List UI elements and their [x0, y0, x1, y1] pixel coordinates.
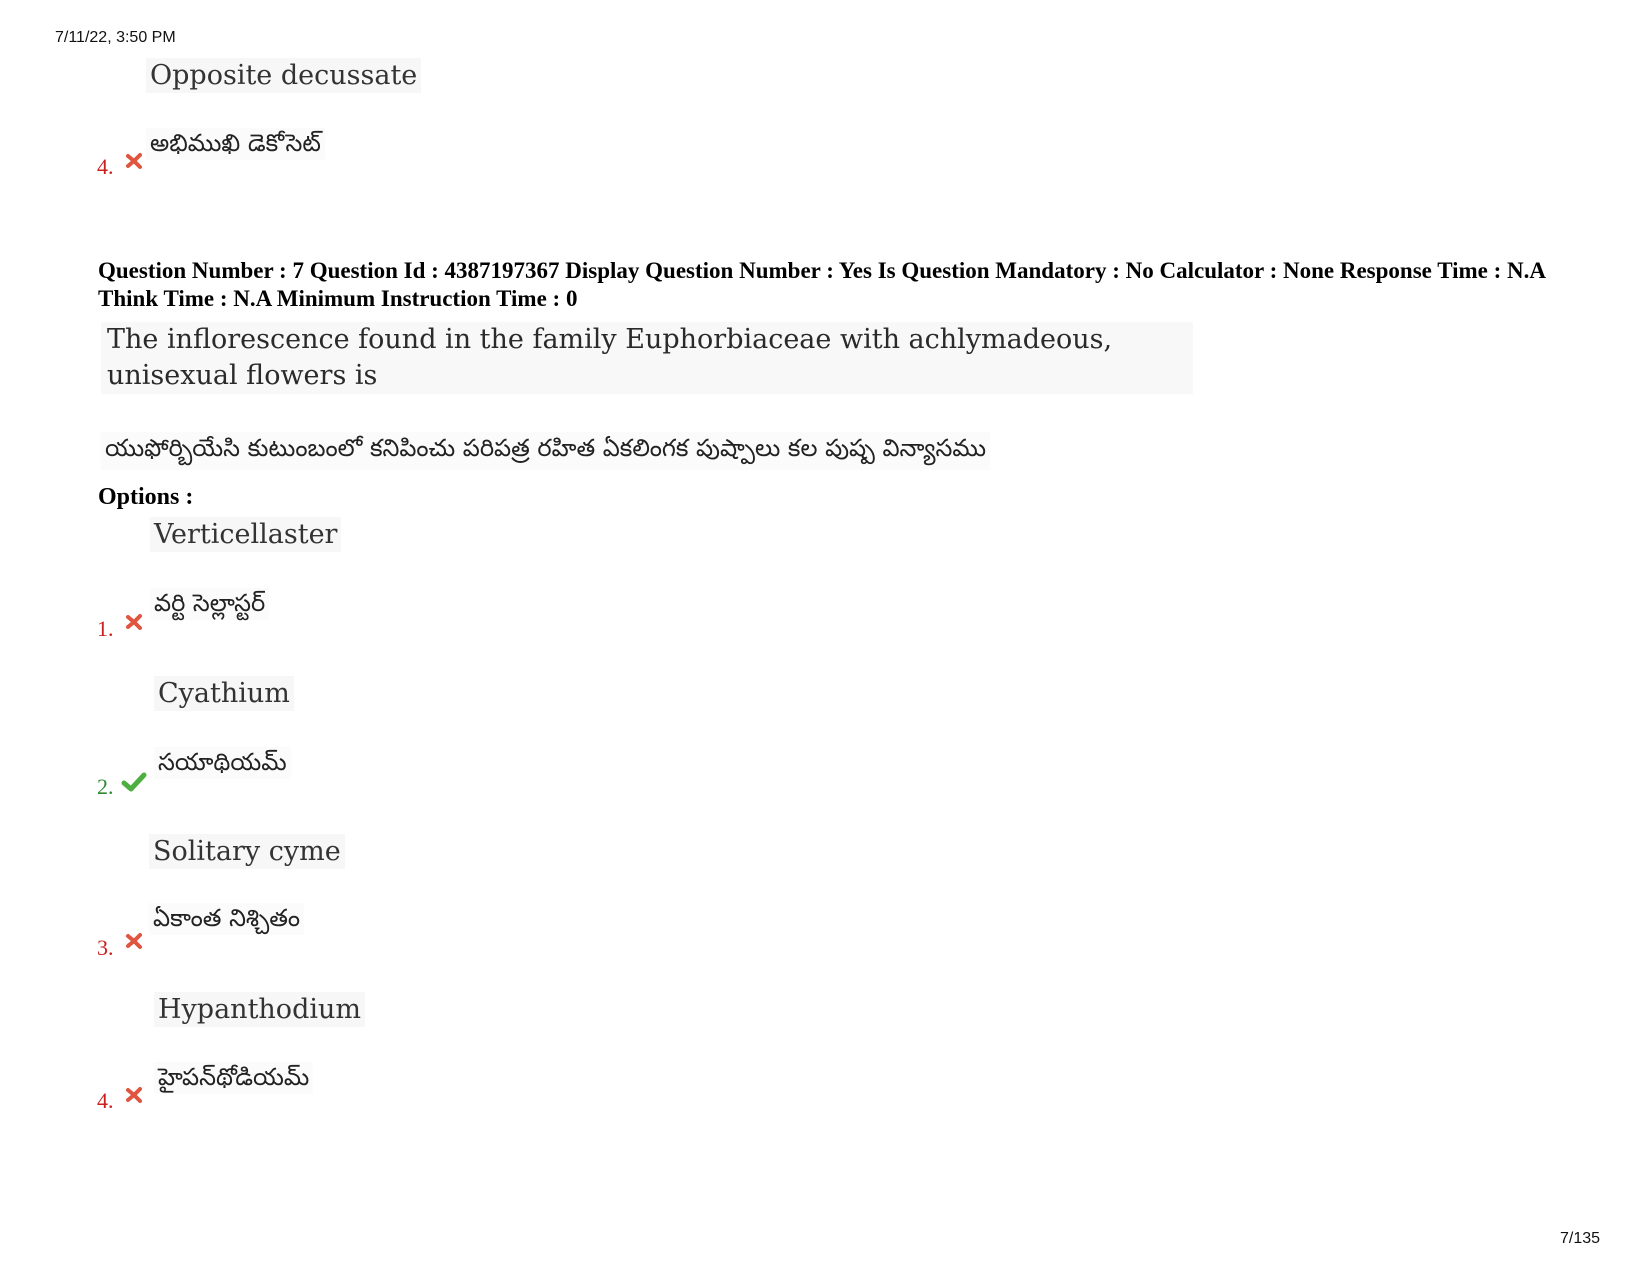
cross-icon: [124, 931, 144, 951]
option-1-english: Verticellaster: [150, 517, 341, 552]
prev-option-4-english: Opposite decussate: [146, 58, 421, 93]
cross-icon: [124, 612, 144, 632]
print-timestamp: 7/11/22, 3:50 PM: [55, 29, 176, 46]
option-3-number: 3.: [97, 935, 114, 960]
question-text-english: The inflorescence found in the family Euphorbiaceae with achlymadeous, unisexual flowers is: [101, 322, 1193, 394]
options-label: Options :: [98, 484, 194, 510]
prev-option-4-telugu: అభిముఖి డెకోసెట్: [146, 128, 325, 160]
option-2-english: Cyathium: [154, 676, 294, 711]
option-1-number: 1.: [97, 616, 114, 641]
option-3-telugu: ఏకాంత నిశ్చితం: [149, 903, 304, 935]
cross-icon: [124, 151, 144, 171]
option-4-english: Hypanthodium: [154, 992, 365, 1027]
option-2-telugu: సయాథియమ్: [154, 747, 291, 779]
option-2-number: 2.: [97, 774, 114, 799]
check-icon: [121, 771, 147, 793]
question-metadata-header: Question Number : 7 Question Id : 4387197367 Display Question Number : Yes Is Question Mandatory : No Calculator : None Response Time : N.A Think Time : N.A Minimum Instruction Time : 0: [98, 258, 1545, 311]
page-number: 7/135: [1560, 1230, 1601, 1247]
cross-icon: [124, 1085, 144, 1105]
question-text-telugu: యుఫోర్బియేసి కుటుంబంలో కనిపించు పరిపత్ర రహిత ఏకలింగక పుష్పాలు కల పుష్ప విన్యాసము: [101, 432, 990, 470]
option-1-telugu: వర్టి సెల్లాస్టర్: [150, 588, 269, 620]
prev-option-4-number: 4.: [97, 154, 114, 179]
option-3-english: Solitary cyme: [149, 834, 345, 869]
option-4-telugu: హైపన్‌థోడియమ్: [154, 1062, 313, 1094]
option-4-number: 4.: [97, 1088, 114, 1113]
